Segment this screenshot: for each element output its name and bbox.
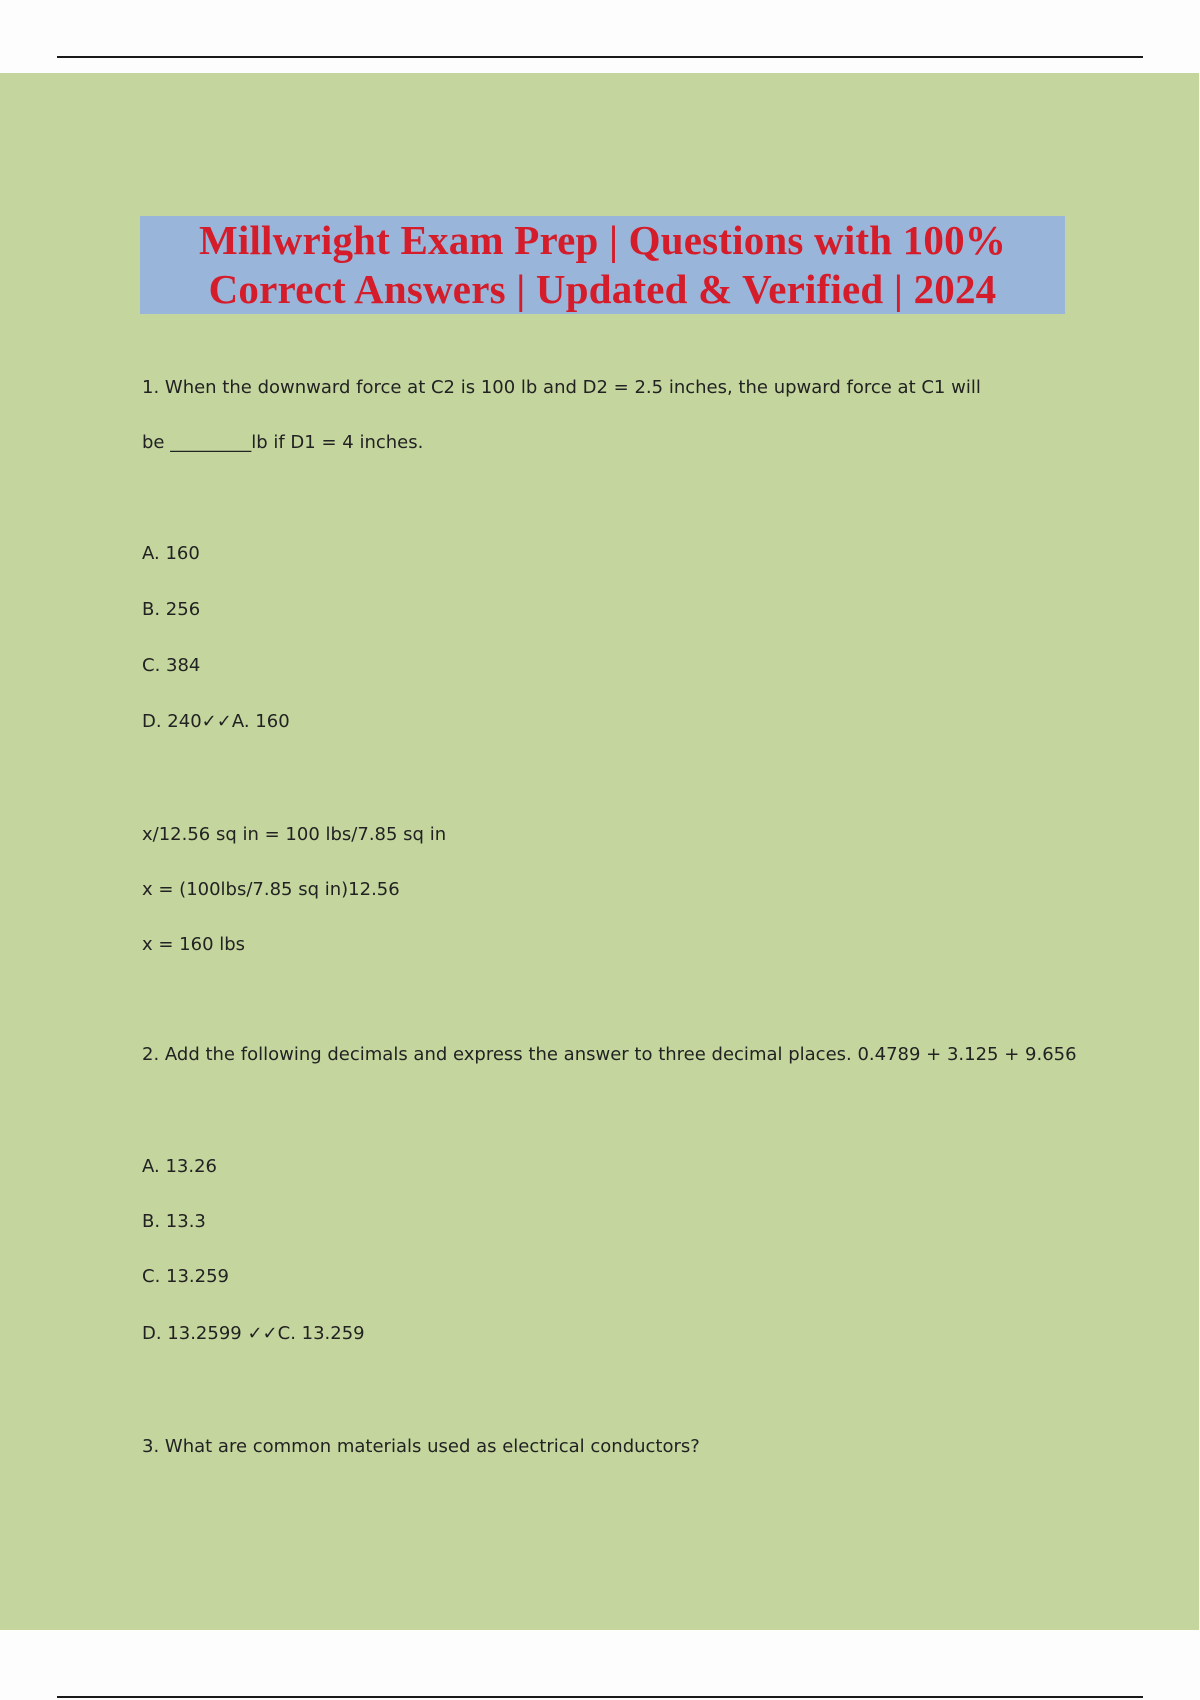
question-1-work-line-3: x = 160 lbs bbox=[142, 934, 246, 955]
question-1-option-c: C. 384 bbox=[142, 655, 201, 676]
question-2-answer: C. 13.259 bbox=[277, 1323, 365, 1344]
question-1-checkmark-icon: ✓✓ bbox=[201, 711, 232, 732]
question-2-checkmark-icon: ✓✓ bbox=[247, 1323, 278, 1344]
question-1-option-d: D. 240 bbox=[142, 711, 202, 732]
question-2-option-a: A. 13.26 bbox=[142, 1156, 217, 1177]
question-2-option-d: D. 13.2599 bbox=[142, 1323, 248, 1344]
question-2-option-c: C. 13.259 bbox=[142, 1266, 229, 1287]
question-1-text-line-2: be _________lb if D1 = 4 inches. bbox=[142, 432, 424, 453]
question-1-option-a: A. 160 bbox=[142, 543, 200, 564]
question-1-text-line-1: 1. When the downward force at C2 is 100 lb and D2 = 2.5 inches, the upward force at C1 will bbox=[142, 377, 981, 398]
question-2-text: 2. Add the following decimals and express the answer to three decimal places. 0.4789 + 3.125 + 9.656 bbox=[142, 1044, 1077, 1065]
question-1-work-line-2: x = (100lbs/7.85 sq in)12.56 bbox=[142, 879, 400, 900]
question-1-option-d-row bbox=[142, 711, 290, 732]
question-1-answer: A. 160 bbox=[231, 711, 290, 732]
bottom-rule bbox=[57, 1696, 1143, 1698]
question-2-option-d-row bbox=[142, 1323, 365, 1344]
top-rule bbox=[57, 56, 1143, 58]
title-line-1: Millwright Exam Prep | Questions with 100% bbox=[198, 217, 1007, 263]
title-line-2: Correct Answers | Updated & Verified | 2024 bbox=[208, 266, 997, 312]
question-3-text: 3. What are common materials used as electrical conductors? bbox=[142, 1436, 700, 1457]
title-banner bbox=[140, 216, 1065, 314]
question-1-work-line-1: x/12.56 sq in = 100 lbs/7.85 sq in bbox=[142, 824, 447, 845]
question-2-option-b: B. 13.3 bbox=[142, 1211, 206, 1232]
question-1-option-b: B. 256 bbox=[142, 599, 201, 620]
